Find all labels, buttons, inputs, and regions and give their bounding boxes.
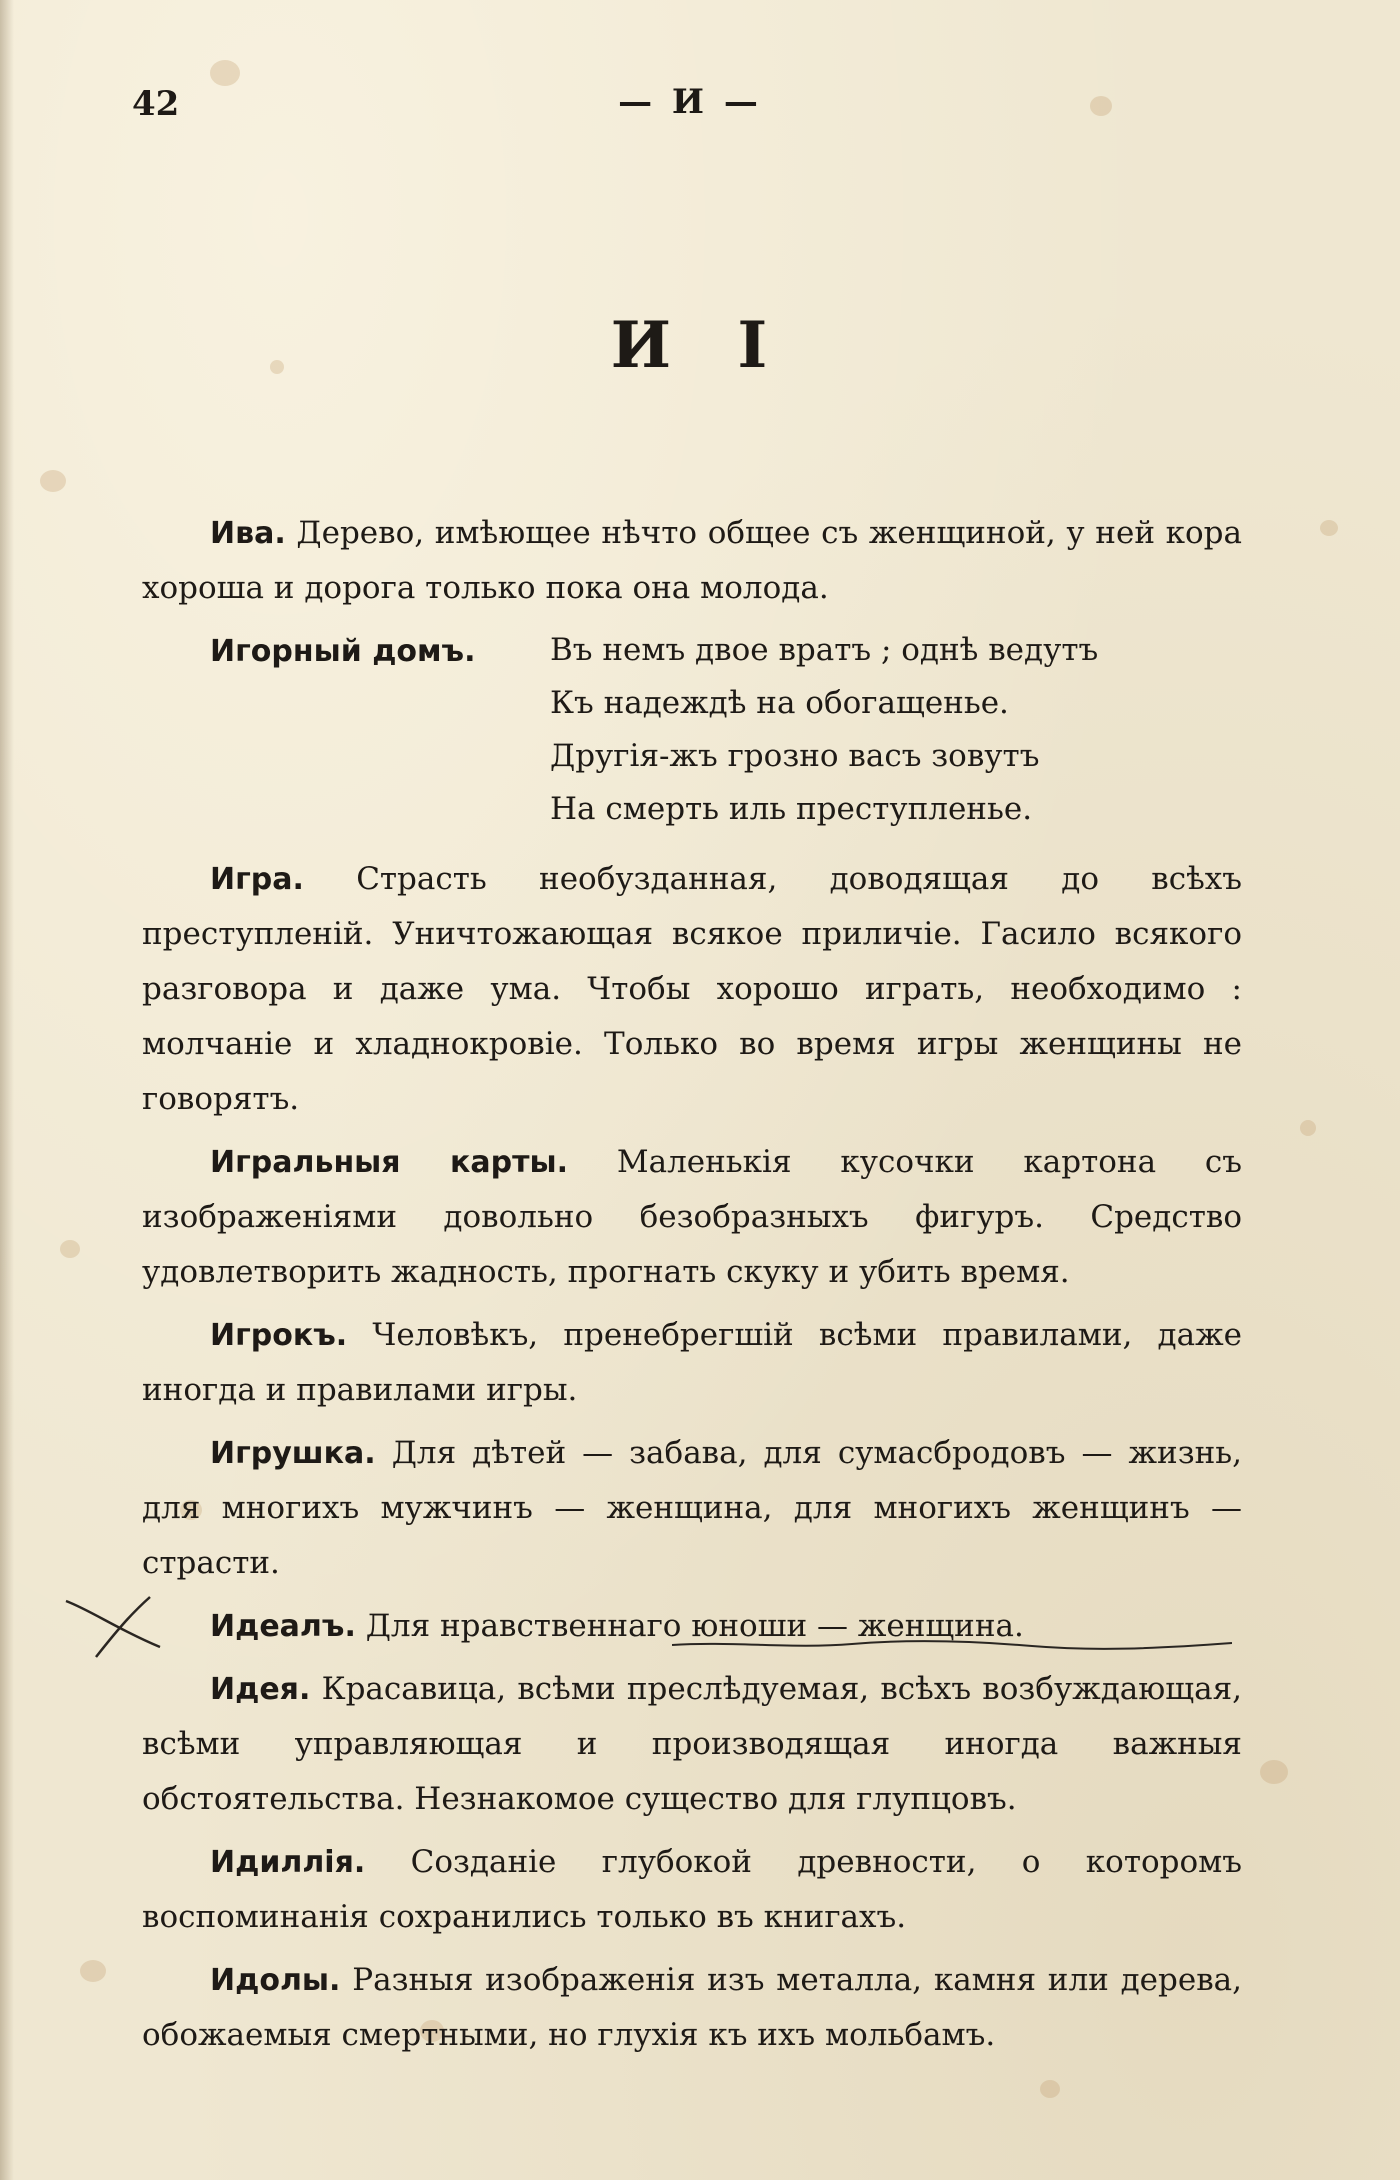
entry-term: Ива. bbox=[210, 516, 286, 551]
dictionary-body bbox=[142, 506, 1242, 2071]
foxing-spot bbox=[1090, 96, 1112, 116]
entry-term: Идеалъ. bbox=[210, 1609, 356, 1644]
entry-ideal bbox=[142, 1599, 1242, 1654]
foxing-spot bbox=[1320, 520, 1338, 536]
verse-line: Въ немъ двое вратъ ; однѣ ведутъ bbox=[550, 632, 1099, 668]
foxing-spot bbox=[210, 60, 240, 86]
entry-text: Красавица, всѣми преслѣдуемая, всѣхъ возбуждающая, всѣми управляющая и производящая иногда важныя обстоятельства. Незнакомое существо для глупцовъ. bbox=[142, 1671, 1242, 1817]
entry-text: Дерево, имѣющее нѣчто общее съ женщиной, у ней кора хороша и дорога только пока она молода. bbox=[142, 515, 1242, 606]
entry-text: Маленькія кусочки картона съ изображеніями довольно безобразныхъ фигуръ. Средство удовлетворить жадность, прогнать скуку и убить время. bbox=[142, 1144, 1243, 1290]
foxing-spot bbox=[1040, 2080, 1060, 2098]
verse-line: Къ надеждѣ на обогащенье. bbox=[550, 685, 1009, 721]
entry-term: Игорный домъ. bbox=[210, 634, 476, 669]
entry-text: Разныя изображенія изъ металла, камня или дерева, обожаемыя смертными, но глухія къ ихъ мольбамъ. bbox=[142, 1962, 1242, 2053]
entry-igralnye-karty bbox=[142, 1135, 1242, 1300]
entry-iva bbox=[142, 506, 1242, 616]
entry-igra bbox=[142, 852, 1242, 1127]
foxing-spot bbox=[60, 1240, 80, 1258]
running-head: — И — bbox=[618, 82, 762, 122]
foxing-spot bbox=[40, 470, 66, 492]
entry-text: Страсть необузданная, доводящая до всѣхъ преступленій. Уничтожающая всякое приличіе. Гасило всякого разговора и даже ума. Чтобы хорошо играть, необходимо : молчаніе и хладнокровіе. Только во время игры женщины не говорятъ. bbox=[142, 861, 1242, 1117]
entry-term: Идолы. bbox=[210, 1963, 341, 1998]
pencil-underline bbox=[672, 1637, 1232, 1653]
pencil-cross-mark bbox=[62, 1591, 172, 1661]
entry-term: Идея. bbox=[210, 1672, 311, 1707]
section-heading: И І bbox=[610, 308, 790, 383]
entry-term: Игра. bbox=[210, 862, 304, 897]
foxing-spot bbox=[1260, 1760, 1288, 1784]
entry-igornyj-dom bbox=[142, 624, 1242, 836]
page-number: 42 bbox=[132, 84, 180, 124]
entry-text: Для нравственнаго юноши — женщина. bbox=[365, 1608, 1024, 1644]
entry-text: Человѣкъ, пренебрегшій всѣми правилами, даже иногда и правилами игры. bbox=[142, 1317, 1242, 1408]
entry-idilliya bbox=[142, 1835, 1242, 1945]
verse-line: Другія-жъ грозно васъ зовутъ bbox=[550, 738, 1040, 774]
verse-block bbox=[550, 624, 1098, 836]
entry-text: Для дѣтей — забава, для сумасбродовъ — жизнь, для многихъ мужчинъ — женщина, для многихъ женщинъ — страсти. bbox=[142, 1435, 1242, 1581]
entry-igrushka bbox=[142, 1426, 1242, 1591]
entry-igrok bbox=[142, 1308, 1242, 1418]
entry-ideya bbox=[142, 1662, 1242, 1827]
entry-term: Идиллія. bbox=[210, 1845, 366, 1880]
verse-line: На смерть иль преступленье. bbox=[550, 791, 1033, 827]
foxing-spot bbox=[270, 360, 284, 374]
foxing-spot bbox=[80, 1960, 106, 1982]
entry-term: Игральныя карты. bbox=[210, 1145, 569, 1180]
entry-idoly bbox=[142, 1953, 1242, 2063]
entry-term: Игрокъ. bbox=[210, 1318, 348, 1353]
page-edge-shadow bbox=[0, 0, 14, 2180]
foxing-spot bbox=[1300, 1120, 1316, 1136]
entry-text: Созданіе глубокой древности, о которомъ воспоминанія сохранились только въ книгахъ. bbox=[142, 1844, 1243, 1935]
entry-term: Игрушка. bbox=[210, 1436, 376, 1471]
